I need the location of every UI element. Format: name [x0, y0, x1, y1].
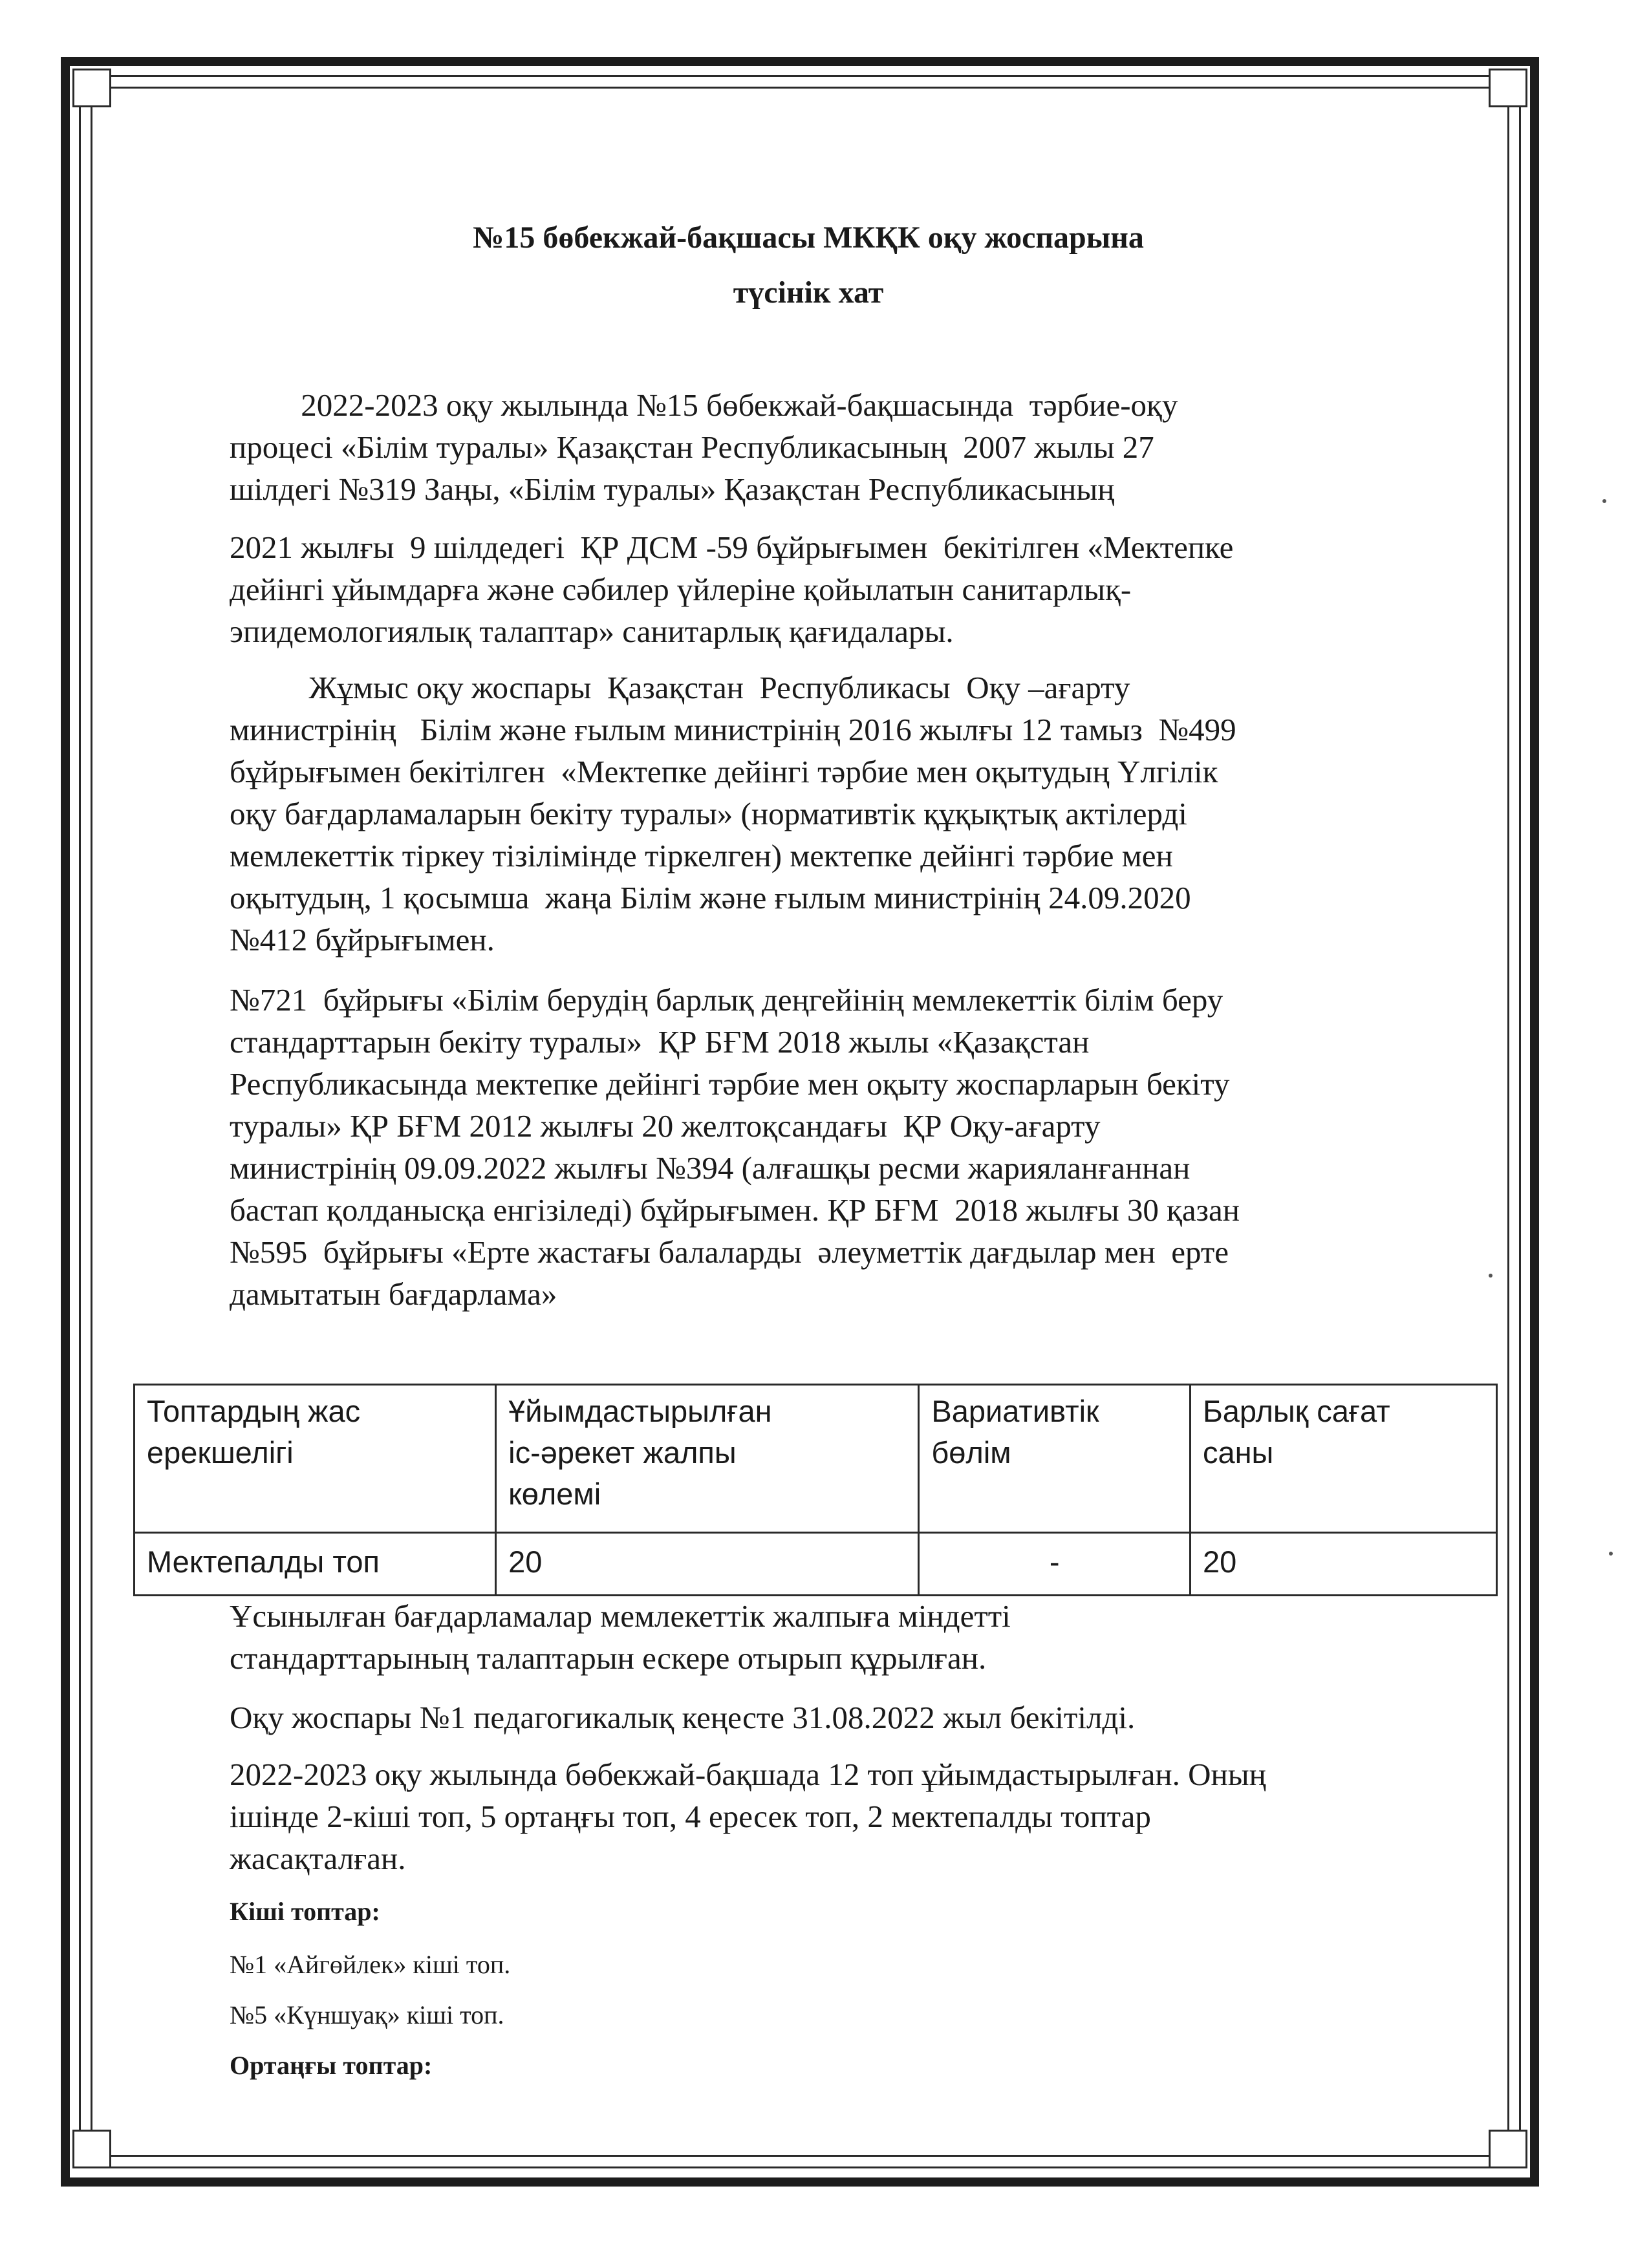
programs-line: Ұсынылған бағдарламалар мемлекеттік жалпыға міндетті	[230, 1598, 1011, 1634]
order-line: министрінің 09.09.2022 жылғы №394 (алғашқы ресми жарияланғаннан	[230, 1150, 1191, 1186]
border-corner-ornament	[72, 2130, 111, 2168]
order-line: бастап қолданысқа енгізіледі) бұйрығымен. ҚР БҒМ 2018 жылғы 30 қазан	[230, 1192, 1240, 1228]
groups-line: жасақталған.	[230, 1841, 406, 1876]
table-cell: Мектепалды топ	[135, 1533, 496, 1596]
table-cell: 20	[1190, 1533, 1496, 1596]
scan-speck	[1609, 1552, 1613, 1556]
intro-line: дейінгі ұйымдарға және сәбилер үйлеріне қойылатын санитарлық-	[230, 572, 1132, 607]
groups-line: 2022-2023 оқу жылында бөбекжай-бақшада 12 топ ұйымдастырылған. Оның	[230, 1757, 1266, 1792]
document-title: №15 бөбекжай-бақшасы МКҚК оқу жоспарына	[473, 220, 1144, 255]
order-line: дамытатын бағдарлама»	[230, 1276, 557, 1312]
order-line: стандарттарын бекіту туралы» ҚР БҒМ 2018 жылы «Қазақстан	[230, 1024, 1090, 1060]
junior-group-item: №5 «Күншуақ» кіші топ.	[230, 2000, 504, 2029]
order-line: №595 бұйрығы «Ерте жастағы балаларды әлеуметтік дағдылар мен ерте	[230, 1234, 1229, 1270]
work-plan-line: мемлекеттік тіркеу тізілімінде тіркелген) мектепке дейінгі тәрбие мен	[230, 838, 1173, 873]
intro-line: шілдегі №319 Заңы, «Білім туралы» Қазақстан Республикасының	[230, 471, 1115, 507]
table-header-row	[135, 1385, 1497, 1533]
hours-table	[133, 1384, 1498, 1596]
table-cell: -	[919, 1533, 1191, 1596]
scan-speck	[1602, 499, 1606, 503]
intro-line: процесі «Білім туралы» Қазақстан Республикасының 2007 жылы 27	[230, 429, 1154, 465]
order-line: №721 бұйрығы «Білім берудің барлық деңгейінің мемлекеттік білім беру	[230, 982, 1223, 1018]
table-row	[135, 1533, 1497, 1596]
work-plan-line: оқытудың, 1 қосымша жаңа Білім және ғылым министрінің 24.09.2020	[230, 880, 1191, 915]
table-header-cell: Вариативтік бөлім	[919, 1385, 1191, 1533]
scan-speck	[1489, 1274, 1493, 1278]
junior-groups-heading: Кіші топтар:	[230, 1897, 380, 1926]
border-corner-ornament	[1489, 69, 1527, 107]
groups-line: ішінде 2-кіші топ, 5 ортаңғы топ, 4 ересек топ, 2 мектепалды топтар	[230, 1799, 1151, 1834]
border-corner-ornament	[72, 69, 111, 107]
table-header-cell: Барлық сағат саны	[1190, 1385, 1496, 1533]
intro-line: 2021 жылғы 9 шілдедегі ҚР ДСМ -59 бұйрығымен бекітілген «Мектепке	[230, 530, 1234, 565]
table-cell: 20	[496, 1533, 919, 1596]
order-line: туралы» ҚР БҒМ 2012 жылғы 20 желтоқсандағы ҚР Оқу-ағарту	[230, 1108, 1101, 1144]
work-plan-line: №412 бұйрығымен.	[230, 922, 495, 957]
approval-line: Оқу жоспары №1 педагогикалық кеңесте 31.08.2022 жыл бекітілді.	[230, 1700, 1136, 1735]
table-header-cell: Топтардың жас ерекшелігі	[135, 1385, 496, 1533]
order-line: Республикасында мектепке дейінгі тәрбие мен оқыту жоспарларын бекіту	[230, 1066, 1230, 1102]
junior-group-item: №1 «Айгөйлек» кіші топ.	[230, 1950, 511, 1979]
work-plan-line: министрінің Білім және ғылым министрінің 2016 жылғы 12 тамыз №499	[230, 712, 1236, 747]
border-corner-ornament	[1489, 2130, 1527, 2168]
work-plan-line: бұйрығымен бекітілген «Мектепке дейінгі тәрбие мен оқытудың Үлгілік	[230, 754, 1218, 789]
document-subtitle: түсінік хат	[733, 275, 884, 310]
work-plan-line: Жұмыс оқу жоспары Қазақстан Республикасы Оқу –ағарту	[230, 670, 1130, 705]
middle-groups-heading: Ортаңғы топтар:	[230, 2051, 433, 2080]
work-plan-line: оқу бағдарламаларын бекіту туралы» (нормативтік құқықтық актілерді	[230, 796, 1187, 831]
table-header-cell: Ұйымдастырылған іс-әрекет жалпы көлемі	[496, 1385, 919, 1533]
intro-line: эпидемологиялық талаптар» санитарлық қағидалары.	[230, 614, 954, 649]
programs-line: стандарттарының талаптарын ескере отырып құрылған.	[230, 1640, 987, 1676]
intro-line: 2022-2023 оқу жылында №15 бөбекжай-бақшасында тәрбие-оқу	[230, 387, 1178, 423]
